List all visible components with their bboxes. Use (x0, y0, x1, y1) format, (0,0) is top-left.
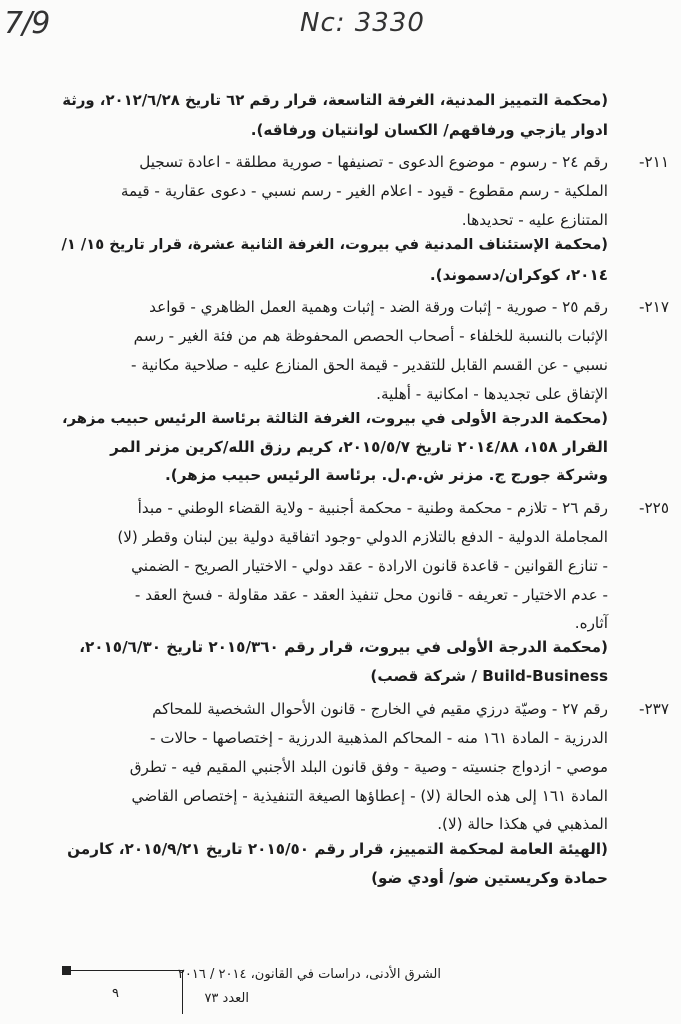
entry-number: -٢٣٧ (639, 700, 669, 718)
entry-line: رقم ٢٧ - وصيّة درزي مقيم في الخارج - قانون الأحوال الشخصية للمحاكم (152, 700, 608, 718)
entry-line: رقم ٢٥ - صورية - إثبات ورقة الضد - إثبات وهمية العمل الظاهري - قواعد (149, 298, 608, 316)
entry-line: الملكية - رسم مقطوع - قيود - اعلام الغير - رسم نسبي - دعوى عقارية - قيمة (120, 182, 608, 200)
entry-line: وشركة جورج ج. مزنر ش.م.ل. برئاسة الرئيس حبيب مزهر). (164, 466, 608, 484)
entry-line: (محكمة الإستئناف المدنية في بيروت، الغرفة الثانية عشرة، قرار تاريخ ١٥/ ١/ (61, 236, 608, 253)
entry-line: المتنازع عليه - تحديدها. (461, 211, 608, 229)
entry-line: - تنازع القوانين - قاعدة قانون الارادة - عقد دولي - الاختيار الصريح - الضمني (131, 557, 608, 575)
entry-line: المذهبي في هكذا حالة (لا). (437, 815, 608, 833)
entry-number: -٢١٧ (639, 298, 669, 316)
entry-line: (محكمة الدرجة الأولى في بيروت، قرار رقم ٢٠١٥/٣٦٠ تاريخ ٢٠١٥/٦/٣٠، (79, 638, 608, 656)
entry-line: المجاملة الدولية - الدفع بالتلازم الدولي -وجود اتفاقية دولية بين لبنان وقطر (لا) (117, 528, 608, 546)
entry-line: الإثبات بالنسبة للخلفاء - أصحاب الحصص المحفوظة هم من فئة الغير - رسم (133, 327, 608, 345)
entry-line: (محكمة الدرجة الأولى في بيروت، الغرفة الثالثة برئاسة الرئيس حبيب مزهر، (62, 410, 608, 427)
entry-line: الإتفاق على تجديدها - امكانية - أهلية. (376, 385, 608, 403)
entry-line: ٢٠١٤، كوكران/دسموند). (429, 266, 608, 284)
entry-line: المادة ١٦١ إلى هذه الحالة (لا) - إعطاؤها الصيغة التنفيذية - إختصاص القاضي (131, 787, 608, 805)
entry-line: نسبي - عن القسم القابل للتقدير - قيمة الحق المنازع عليه - صلاحية مكانية - (130, 356, 608, 374)
entry-line: رقم ٢٦ - تلازم - محكمة وطنية - محكمة أجنبية - ولاية القضاء الوطني - مبدأ (137, 499, 608, 517)
handwritten-page-reference: 7/9 (4, 6, 50, 41)
footer-rule (62, 970, 182, 971)
handwritten-case-reference: Nc: 3330 (300, 8, 425, 38)
entry-number: -٢١١ (639, 153, 669, 171)
footer-journal: الشرق الأدنى، دراسات في القانون، ٢٠١٤ / ٢٠١٦ (177, 967, 441, 982)
entry-line: موصي - ازدواج جنسيته - وصية - وفق قانون البلد الأجنبي المقيم فيه - تطرق (129, 758, 608, 776)
entry-line: ادوار يازجي ورفاقهم/ الكسان لوانتيان ورفاقه). (250, 121, 608, 139)
entry-line: القرار ١٥٨، ٢٠١٤/٨٨ تاريخ ٢٠١٥/٥/٧، كريم رزق الله/كرين مزنر المر (110, 438, 608, 456)
entry-line: Build-Business / شركة قصب) (370, 667, 608, 685)
entry-line: آثاره. (574, 614, 608, 632)
entry-line: (الهيئة العامة لمحكمة التمييز، قرار رقم ٢٠١٥/٥٠ تاريخ ٢٠١٥/٩/٢١، كارمن (67, 840, 608, 858)
entry-line: - عدم الاختيار - تعريفه - قانون محل تنفيذ العقد - عقد مقاولة - فسخ العقد - (134, 586, 608, 604)
entry-number: -٢٢٥ (639, 499, 669, 517)
entry-line: الدرزية - المادة ١٦١ منه - المحاكم المذهبية الدرزية - إختصاصها - حالات - (150, 729, 608, 747)
entry-line: رقم ٢٤ - رسوم - موضوع الدعوى - تصنيفها - صورية مطلقة - اعادة تسجيل (139, 153, 608, 171)
page-number: ٩ (112, 986, 119, 1001)
entry-line: حمادة وكريستين ضو/ أودي ضو) (371, 869, 608, 887)
entry-line: (محكمة التمييز المدنية، الغرفة التاسعة، قرار رقم ٦٢ تاريخ ٢٠١٢/٦/٢٨، ورثة (62, 91, 608, 109)
footer-issue: العدد ٧٣ (204, 991, 249, 1006)
